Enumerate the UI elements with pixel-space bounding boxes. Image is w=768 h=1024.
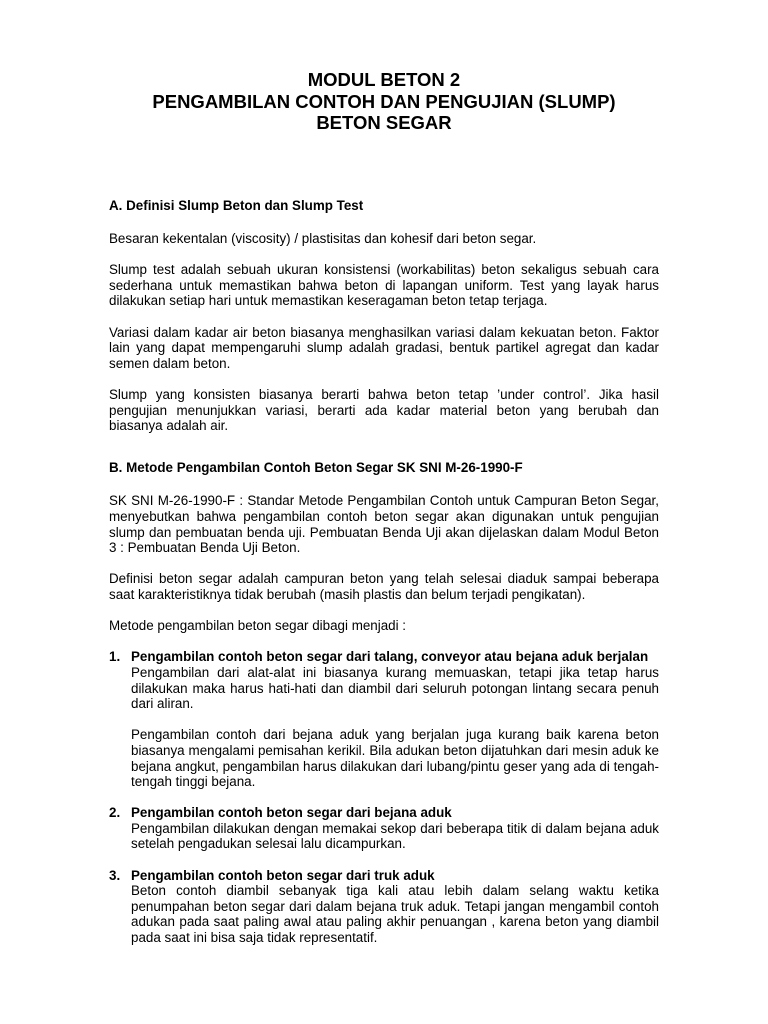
paragraph: Metode pengambilan beton segar dibagi menjadi : [109,618,407,634]
list-item-body: Beton contoh diambil sebanyak tiga kali atau lebih dalam selang waktu ketika penumpahan beton segar dari dalam bejana truk aduk. Tetapi jangan mengambil contoh adukan pada saat paling awal atau paling akhir penuangan , karena beton yang diambil pada saat ini bisa saja tidak representatif. [131,883,659,946]
title-line-3: BETON SEGAR [316,112,452,133]
method-list [109,649,659,945]
section-b-heading: B. Metode Pengambilan Contoh Beton Segar SK SNI M-26-1990-F [109,459,523,475]
list-item [109,805,659,852]
paragraph: Besaran kekentalan (viscosity) / plastisitas dan kohesif dari beton segar. [109,231,537,247]
paragraph: SK SNI M-26-1990-F : Standar Metode Pengambilan Contoh untuk Campuran Beton Segar, menyebutkan bahwa pengambilan contoh beton segar akan digunakan untuk pengujian slump dan pembuatan benda uji. Pembuatan Benda Uji akan dijelaskan dalam Modul Beton 3 : Pembuatan Benda Uji Beton. [109,493,659,556]
list-item-title: Pengambilan contoh beton segar dari talang, conveyor atau bejana aduk berjalan [131,649,649,665]
section-a-heading: A. Definisi Slump Beton dan Slump Test [109,197,364,213]
list-item-body: Pengambilan dari alat-alat ini biasanya kurang memuaskan, tetapi jika tetap harus dilakukan maka harus hati-hati dan diambil dari seluruh potongan lintang secara penuh dari aliran. [131,664,659,712]
list-item-number: 2. [109,805,121,821]
list-item-title: Pengambilan contoh beton segar dari bejana aduk [131,805,452,821]
title-line-1: MODUL BETON 2 [307,69,461,90]
paragraph: Definisi beton segar adalah campuran beton yang telah selesai diaduk sampai beberapa saat karakteristiknya tidak berubah (masih plastis dan belum terjadi pengikatan). [109,571,659,602]
list-item-number: 1. [109,649,121,665]
paragraph: Slump test adalah sebuah ukuran konsistensi (workabilitas) beton sekaligus sebuah cara sederhana untuk memastikan bahwa beton di lapangan uniform. Test yang layak harus dilakukan setiap hari untuk memastikan keseragaman beton tetap terjaga. [109,262,659,309]
section-b [109,460,659,946]
list-item-title: Pengambilan contoh beton segar dari truk aduk [131,867,435,883]
list-item-body: Pengambilan contoh dari bejana aduk yang berjalan juga kurang baik karena beton biasanya mengalami pemisahan kerikil. Bila adukan beton dijatuhkan dari mesin aduk ke bejana angkut, pengambilan harus dilakukan dari lubang/pintu geser yang ada di tengah-tengah tinggi bejana. [131,727,659,790]
list-item-body: Pengambilan dilakukan dengan memakai sekop dari beberapa titik di dalam bejana aduk setelah pengadukan selesai lalu dicampurkan. [131,820,659,852]
list-item [109,649,659,789]
paragraph: Variasi dalam kadar air beton biasanya menghasilkan variasi dalam kekuatan beton. Faktor lain yang dapat mempengaruhi slump adalah gradasi, bentuk partikel agregat dan kadar semen dalam beton. [109,324,659,371]
document-title [109,0,659,134]
list-item-number: 3. [109,867,121,883]
paragraph: Slump yang konsisten biasanya berarti bahwa beton tetap ’under control’. Jika hasil pengujian menunjukkan variasi, berarti ada kadar material beton yang berubah dan biasanya adalah air. [109,387,659,434]
title-line-2: PENGAMBILAN CONTOH DAN PENGUJIAN (SLUMP) [152,90,616,112]
list-item [109,868,659,946]
section-a [109,198,659,434]
